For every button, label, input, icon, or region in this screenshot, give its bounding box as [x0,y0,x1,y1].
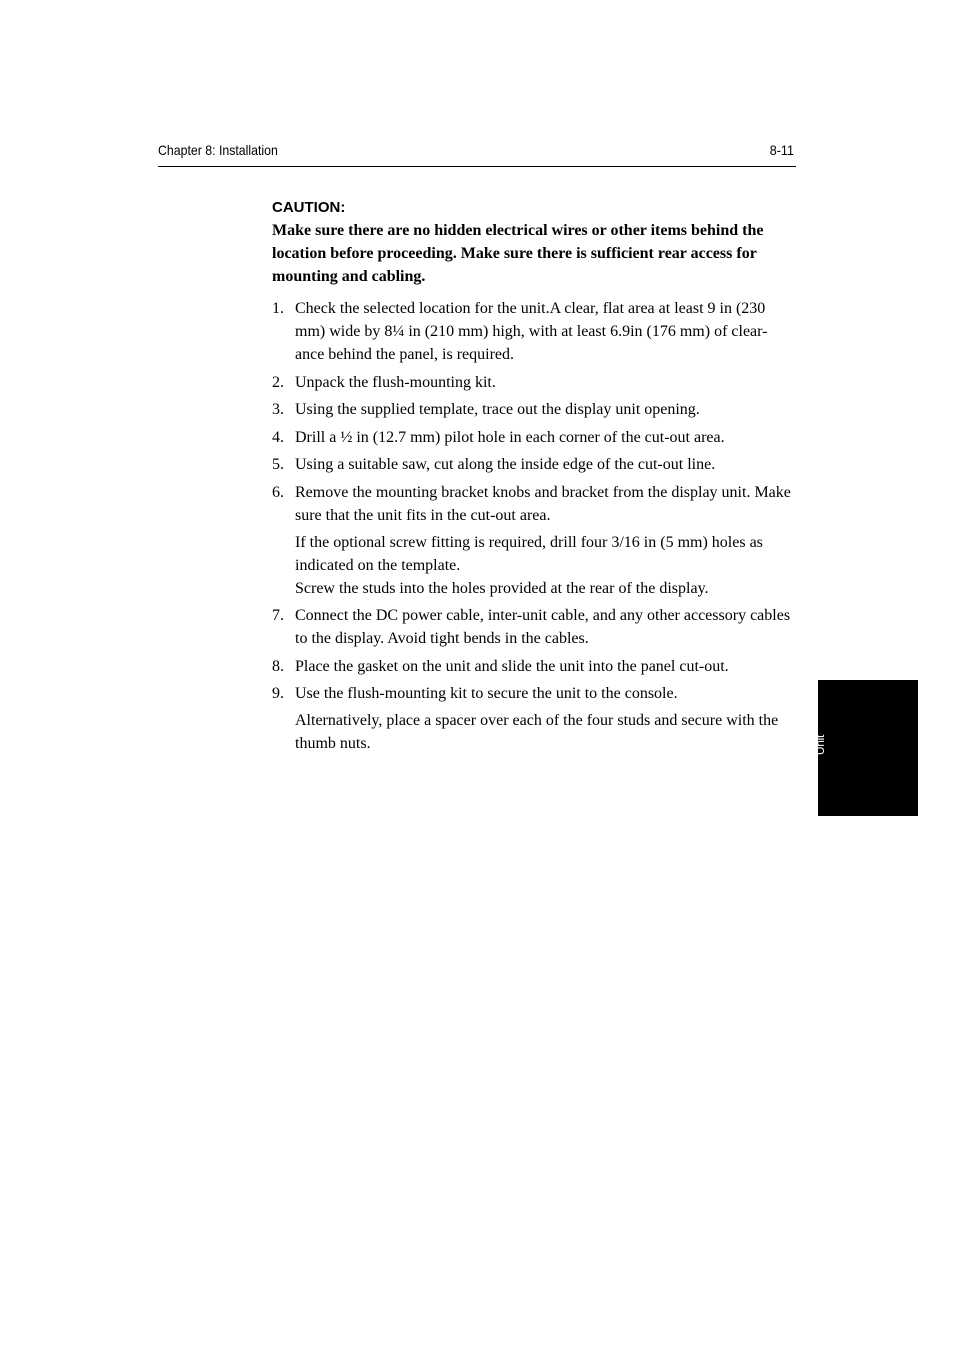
step-note: If the optional screw fitting is required, drill four 3/16 in (5 mm) holes as indicated on the template. [295,533,763,574]
step-text: Using the supplied template, trace out the display unit opening. [295,401,700,418]
installation-steps [272,297,796,755]
step-number: 8. [272,657,284,675]
list-item [272,297,796,366]
thumb-tab-label [799,680,827,810]
page-number: 8-11 [769,142,794,158]
step-text: Remove the mounting bracket knobs and bracket from the display unit. Make sure that the unit fits in the cut-out area. [295,483,791,524]
step-text: Using a suitable saw, cut along the inside edge of the cut-out line. [295,456,716,473]
step-number: 4. [272,428,284,446]
page-body [272,198,796,760]
step-number: 1. [272,300,284,317]
list-item [272,426,796,449]
chapter-thumb-tab [799,680,918,816]
list-item [272,682,796,755]
step-number: 7. [272,607,284,624]
step-text: Use the flush-mounting kit to secure the unit to the console. [295,685,678,702]
list-item [272,604,796,650]
list-item [272,481,796,600]
step-number: 9. [272,685,284,702]
step-note: Screw the studs into the holes provided at the rear of the display. [295,579,709,597]
list-item [272,371,796,394]
step-text: Drill a ½ in (12.7 mm) pilot hole in each corner of the cut-out area. [295,428,725,446]
step-number: 5. [272,456,284,473]
list-item [272,453,796,476]
thumb-tab-line: Unit [813,734,827,756]
step-text: Place the gasket on the unit and slide the unit into the panel cut-out. [295,657,729,675]
list-item [272,398,796,421]
step-text: Unpack the flush-mounting kit. [295,373,496,391]
step-text: Check the selected location for the unit.A clear, flat area at least 9 in (230 mm) wide by 8¼ in (210 mm) high, with at least 6.9in (176 mm) of clear-ance behind the panel, is required. [295,300,768,363]
step-number: 2. [272,373,284,391]
running-header-chapter: Chapter 8: Installation [158,142,278,158]
step-note: Alternatively, place a spacer over each of the four studs and secure with the thumb nuts. [295,712,779,752]
step-number: 6. [272,483,284,501]
step-text: Connect the DC power cable, inter-unit cable, and any other accessory cables to the display. Avoid tight bends in the cables. [295,607,791,647]
thumb-tab-line: Mounting the Display [799,691,813,799]
header-divider [158,166,796,167]
step-number: 3. [272,401,284,418]
caution-heading: CAUTION: [272,199,346,216]
caution-text: Make sure there are no hidden electrical wires or other items behind the location before proceeding. Make sure there is sufficient rear access for mounting and cabling. [272,222,764,285]
list-item [272,655,796,678]
